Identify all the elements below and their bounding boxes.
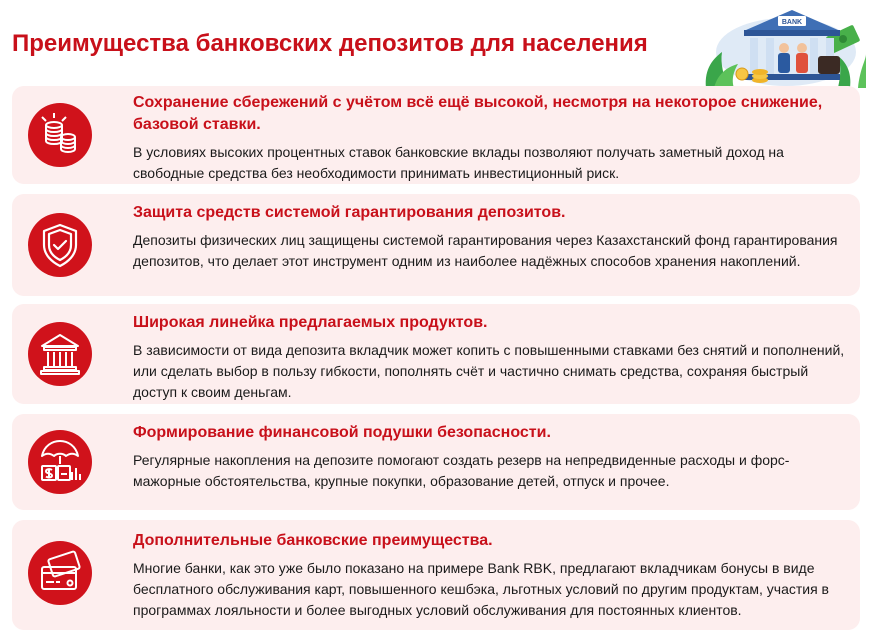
svg-text:BANK: BANK	[781, 19, 803, 26]
benefit-card-guarantee	[12, 194, 860, 296]
benefit-title: Дополнительные банковские преимущества.	[133, 532, 493, 549]
benefit-description: Регулярные накопления на депозите помогают создать резерв на непредвиденные расходы и форс-мажорные обстоятельства, крупные покупки, образование детей, отпуск и прочее.	[133, 452, 790, 489]
benefit-card-safety-cushion	[12, 414, 860, 510]
benefit-card-products	[12, 304, 860, 404]
benefit-card-bank-advantages	[12, 520, 860, 630]
credit-card-icon	[28, 541, 92, 605]
benefit-description: В зависимости от вида депозита вкладчик может копить с повышенными ставками без снятий и пополнений, или сделать выбор в пользу гибкости, пополнять счёт и частично снимать средства, сохраняя быстрый доступ к своим деньгам.	[133, 342, 845, 400]
benefit-title: Сохранение сбережений с учётом всё ещё высокой, несмотря на некоторое снижение, базовой ставки.	[133, 94, 823, 133]
benefit-description: Многие банки, как это уже было показано на примере Bank RBK, предлагают вкладчикам бонусы в виде бесплатного обслуживания карт, повышенного кешбэка, льготных условий по другим продуктам, участия в программах лояльности и более выгодных условий обслуживания для постоянных клиентов.	[133, 560, 829, 618]
benefit-description: В условиях высоких процентных ставок банковские вклады позволяют получать заметный доход на свободные средства без необходимости принимать инвестиционный риск.	[133, 144, 784, 181]
benefit-title: Формирование финансовой подушки безопасности.	[133, 424, 551, 441]
benefit-title: Широкая линейка предлагаемых продуктов.	[133, 314, 488, 331]
benefit-description: Депозиты физических лиц защищены системой гарантирования через Казахстанский фонд гарантирования депозитов, что делает этот инструмент одним из наиболее надёжных способов хранения накоплений.	[133, 232, 838, 269]
bank-building-illustration	[700, 2, 866, 88]
benefit-title: Защита средств системой гарантирования депозитов.	[133, 204, 566, 221]
benefit-card-savings	[12, 86, 860, 184]
coins-stack-icon	[28, 103, 92, 167]
umbrella-money-icon	[28, 430, 92, 494]
page-title: Преимущества банковских депозитов для населения	[12, 30, 648, 57]
shield-check-icon	[28, 213, 92, 277]
bank-icon	[28, 322, 92, 386]
